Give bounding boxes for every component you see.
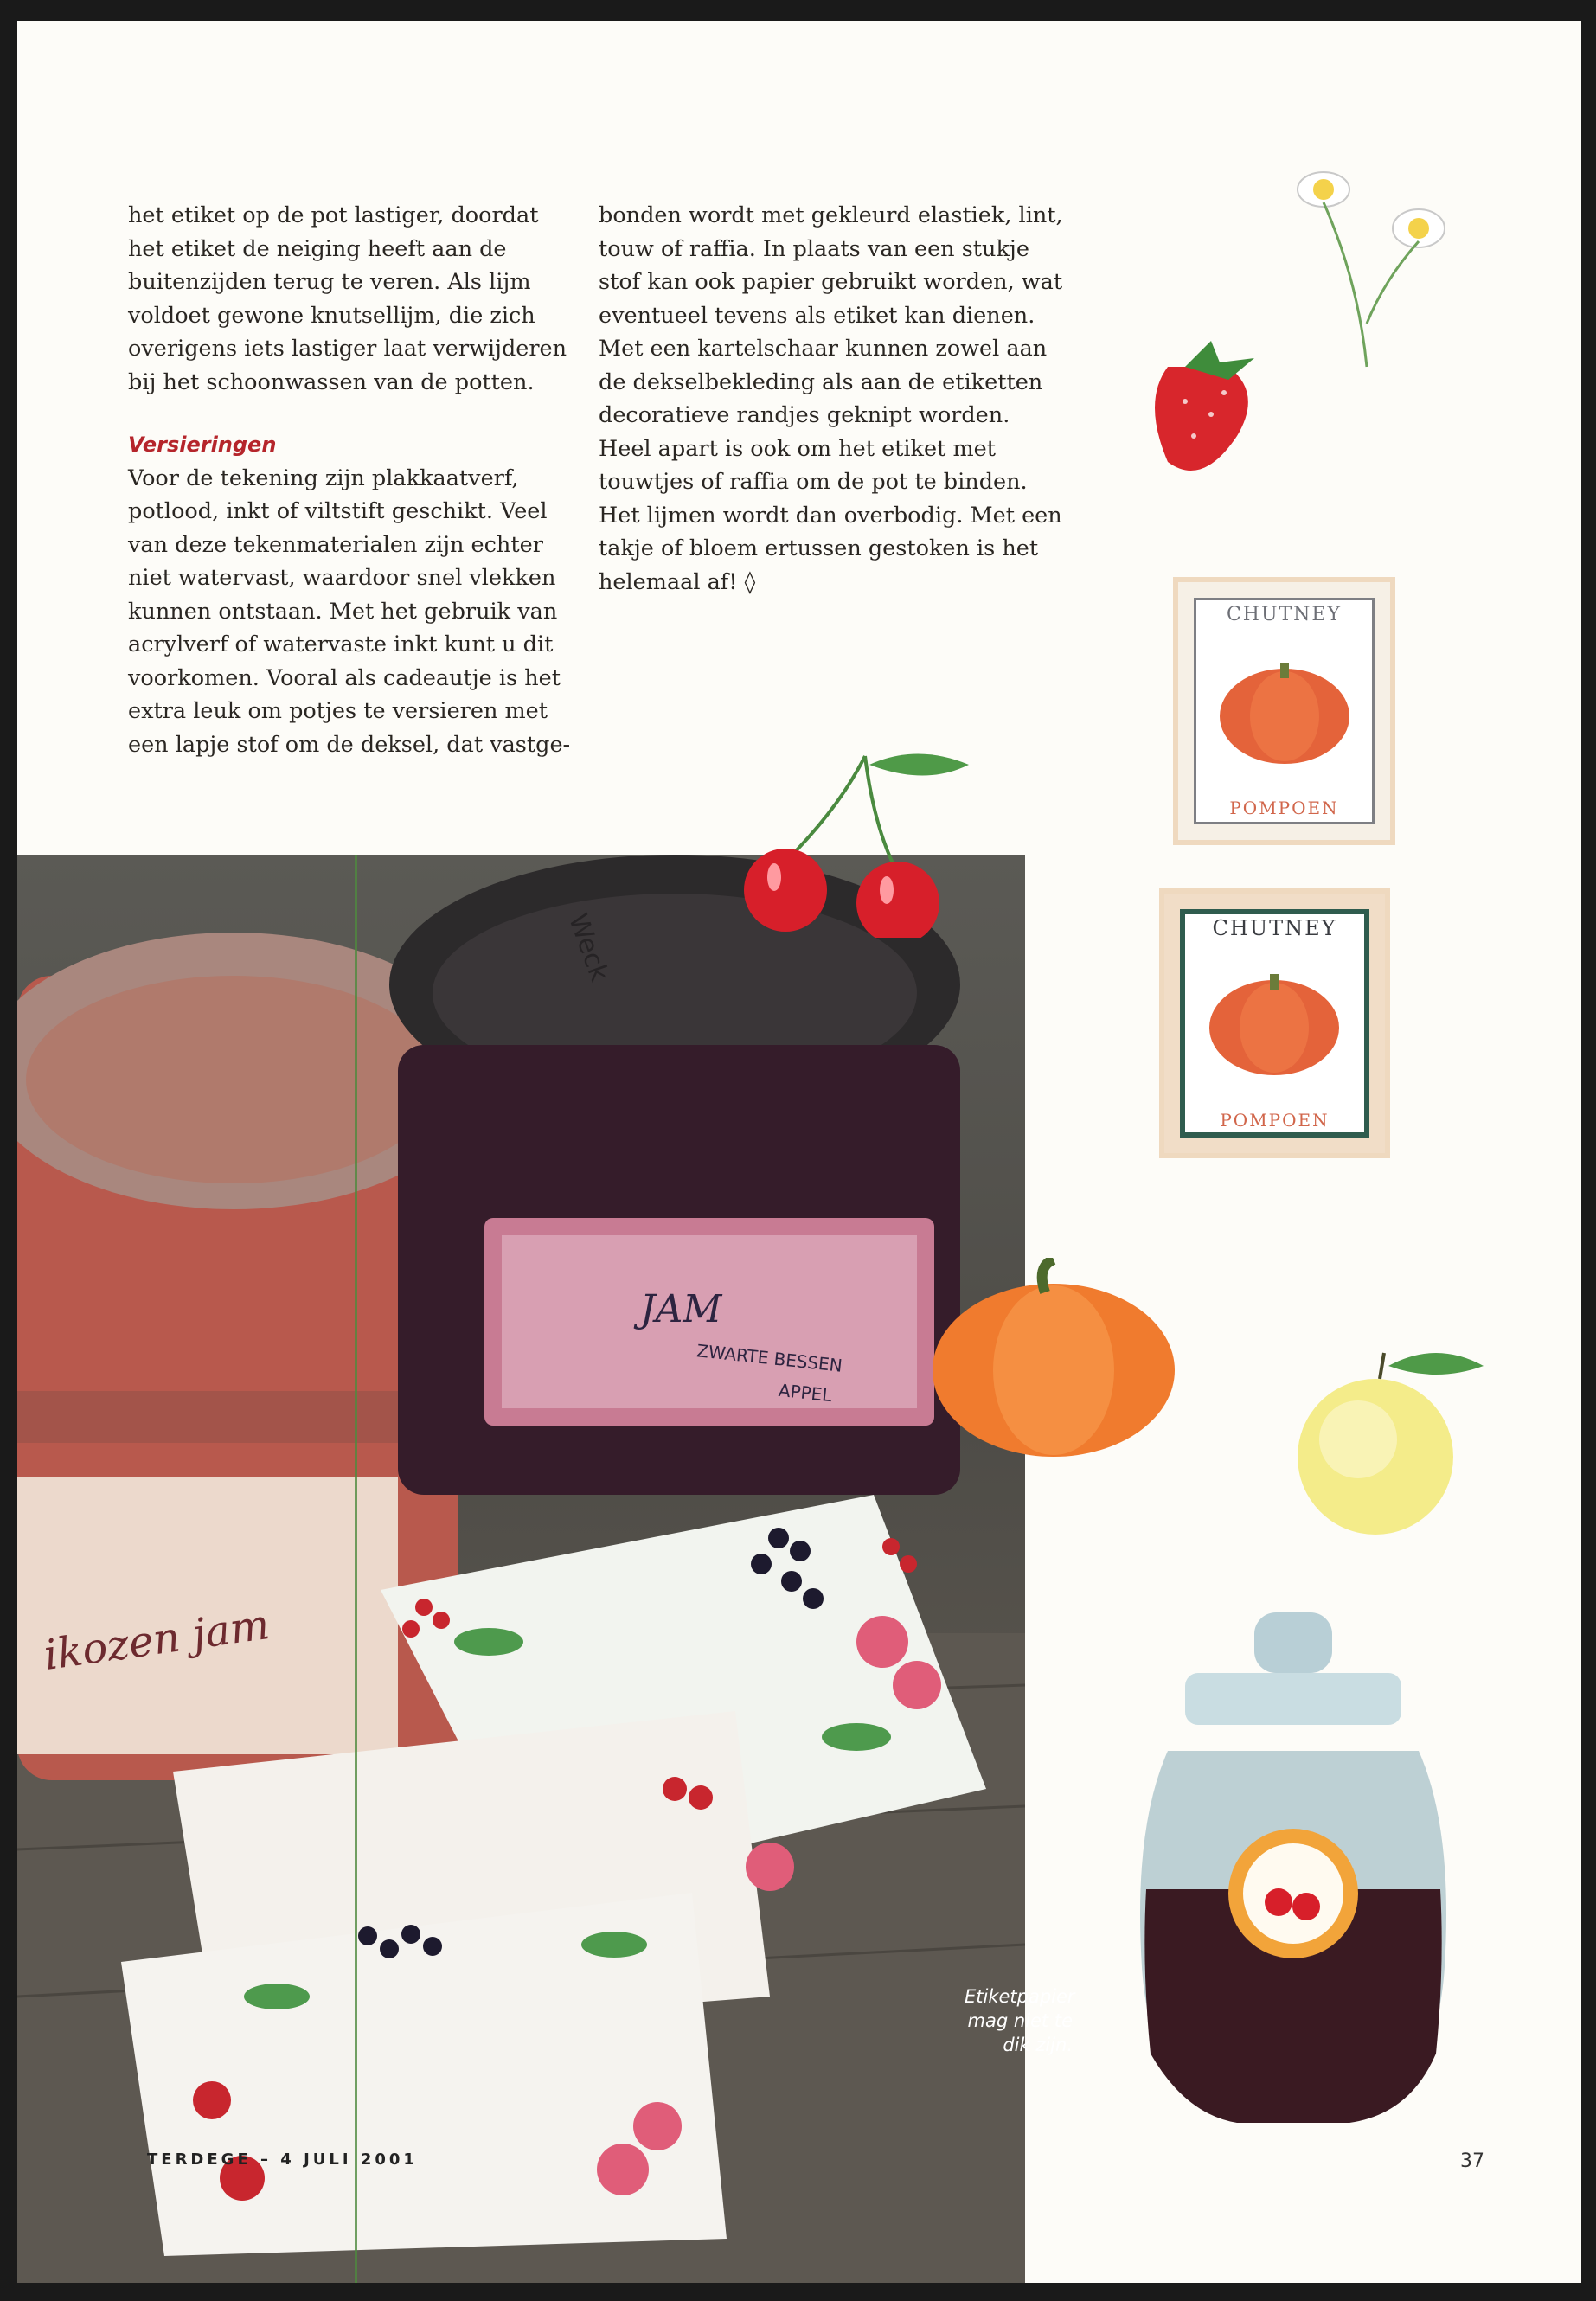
photo-caption: Etiketpapier mag niet te dik zijn. [965, 1986, 1075, 2055]
paragraph: Heel apart is ook om het etiket met touwtjes of raffia om de pot te binden. Het lijmen wordt dan overbodig. Met een takje of bloem ertussen gestoken is het helemaal af! ◊ [599, 435, 1062, 595]
section-heading: Versieringen [128, 433, 277, 457]
article-column-2 [599, 199, 1066, 599]
paragraph: Met een kartelschaar kunnen zowel aan de dekselbekleding als aan de etiketten decoratieve randjes geknipt worden. [599, 336, 1048, 428]
magazine-page [17, 21, 1581, 2283]
label-title: CHUTNEY [1226, 604, 1343, 625]
jar-label-line: APPEL [777, 1379, 833, 1407]
jam-jar-illustration [1133, 1604, 1453, 2157]
label-bottom: POMPOEN [1229, 798, 1339, 818]
jar-label-line: ZWARTE BESSEN [695, 1340, 843, 1376]
photo-illustration [17, 855, 1025, 2283]
pumpkin-icon [1211, 656, 1358, 768]
label-bottom: POMPOEN [1220, 1110, 1330, 1131]
page-number: 37 [1460, 2150, 1484, 2172]
paragraph: het etiket op de pot lastiger, doordat het etiket de neiging heeft aan de buitenzijden terug te veren. Als lijm voldoet gewone knutsellijm, die zich overigens iets lastiger laat verwijderen bij het schoonwassen van de potten. [128, 202, 567, 395]
article-column-1 [128, 199, 578, 761]
apple-illustration [1298, 1336, 1497, 1543]
cherry-illustration [727, 739, 1003, 938]
magazine-footer: TERDEGE – 4 JULI 2001 [147, 2150, 418, 2169]
strawberry-illustration [1133, 332, 1280, 497]
chutney-label-1 [1173, 577, 1395, 845]
pumpkin-icon [1201, 967, 1348, 1080]
paragraph: Voor de tekening zijn plakkaatverf, potlood, inkt of viltstift geschikt. Veel van deze tekenmaterialen zijn echter niet watervast, waardoor snel vlekken kunnen ontstaan. Met het gebruik van acrylverf of watervaste inkt kunt u dit voorkomen. Vooral als cadeautje is het extra leuk om potjes te versieren met een lapje stof om de deksel, dat vastge- [128, 465, 571, 758]
pumpkin-illustration [924, 1258, 1183, 1465]
jar-label-title: JAM [640, 1287, 722, 1331]
jar-label-handwriting: ikozen jam [41, 1600, 272, 1680]
paragraph: bonden wordt met gekleurd elastiek, lint, touw of raffia. In plaats van een stukje stof kan ook papier gebruikt worden, wat eventueel tevens als etiket kan dienen. [599, 202, 1063, 329]
jam-jars-photo [17, 855, 1025, 2283]
lid-text: Weck [561, 909, 615, 986]
chutney-label-2 [1159, 888, 1390, 1158]
daisy-illustration [1263, 151, 1488, 375]
label-title: CHUTNEY [1212, 916, 1337, 940]
